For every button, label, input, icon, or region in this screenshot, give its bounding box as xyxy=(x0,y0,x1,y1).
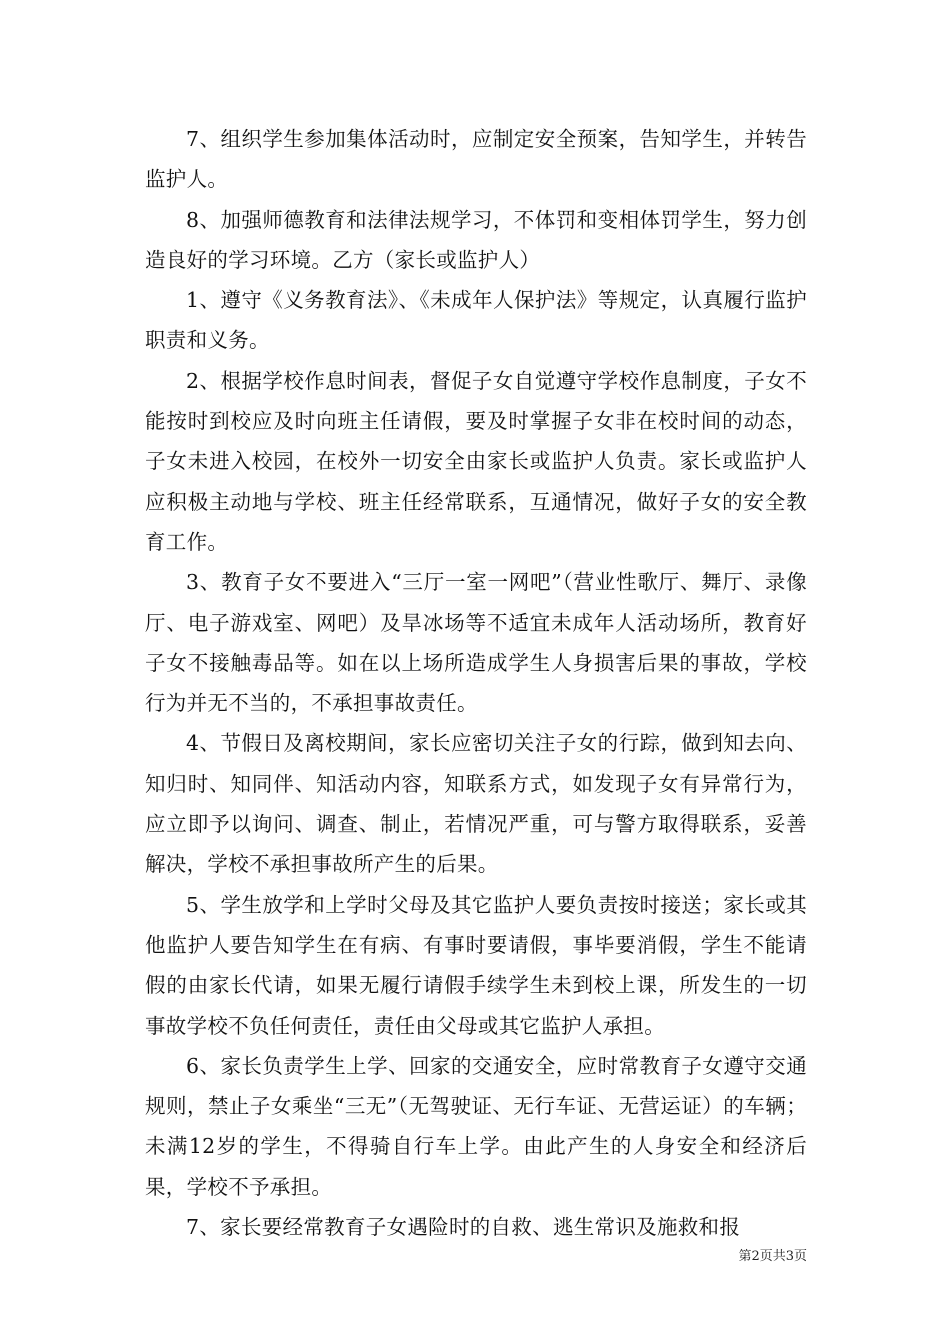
paragraph: 5、学生放学和上学时父母及其它监护人要负责按时接送；家长或其他监护人要告知学生在有病、有事时要请假，事毕要消假，学生不能请假的由家长代请，如果无履行请假手续学生未到校上课，所发生的一切事故学校不负任何责任，责任由父母或其它监护人承担。 xyxy=(145,892,807,1038)
paragraph: 2、根据学校作息时间表，督促子女自觉遵守学校作息制度，子女不能按时到校应及时向班主任请假，要及时掌握子女非在校时间的动态，子女未进入校园，在校外一切安全由家长或监护人负责。家长或监护人应积极主动地与学校、班主任经常联系，互通情况，做好子女的安全教育工作。 xyxy=(145,368,807,554)
document-body xyxy=(145,119,807,1247)
paragraph: 7、组织学生参加集体活动时，应制定安全预案，告知学生，并转告监护人。 xyxy=(145,127,807,192)
paragraph: 7、家长要经常教育子女遇险时的自救、逃生常识及施救和报 xyxy=(186,1215,741,1240)
paragraph: 1、遵守《义务教育法》、《未成年人保护法》等规定，认真履行监护职责和义务。 xyxy=(145,288,807,353)
paragraph: 6、家长负责学生上学、回家的交通安全，应时常教育子女遵守交通规则，禁止子女乘坐“三无”（无驾驶证、无行车证、无营运证）的车辆；未满12岁的学生，不得骑自行车上学。由此产生的人身安全和经济后果，学校不予承担。 xyxy=(145,1053,807,1199)
paragraph: 4、节假日及离校期间，家长应密切关注子女的行踪，做到知去向、知归时、知同伴、知活动内容，知联系方式，如发现子女有异常行为，应立即予以询问、调查、制止，若情况严重，可与警方取得联系，妥善解决，学校不承担事故所产生的后果。 xyxy=(145,731,807,877)
paragraph: 8、加强师德教育和法律法规学习，不体罚和变相体罚学生，努力创造良好的学习环境。乙方（家长或监护人） xyxy=(145,207,807,272)
page-number-footer: 第2页共3页 xyxy=(738,1249,807,1264)
paragraph: 3、教育子女不要进入“三厅一室一网吧”（营业性歌厅、舞厅、录像厅、电子游戏室、网吧）及旱冰场等不适宜未成年人活动场所，教育好子女不接触毒品等。如在以上场所造成学生人身损害后果的事故，学校行为并无不当的，不承担事故责任。 xyxy=(145,570,807,716)
